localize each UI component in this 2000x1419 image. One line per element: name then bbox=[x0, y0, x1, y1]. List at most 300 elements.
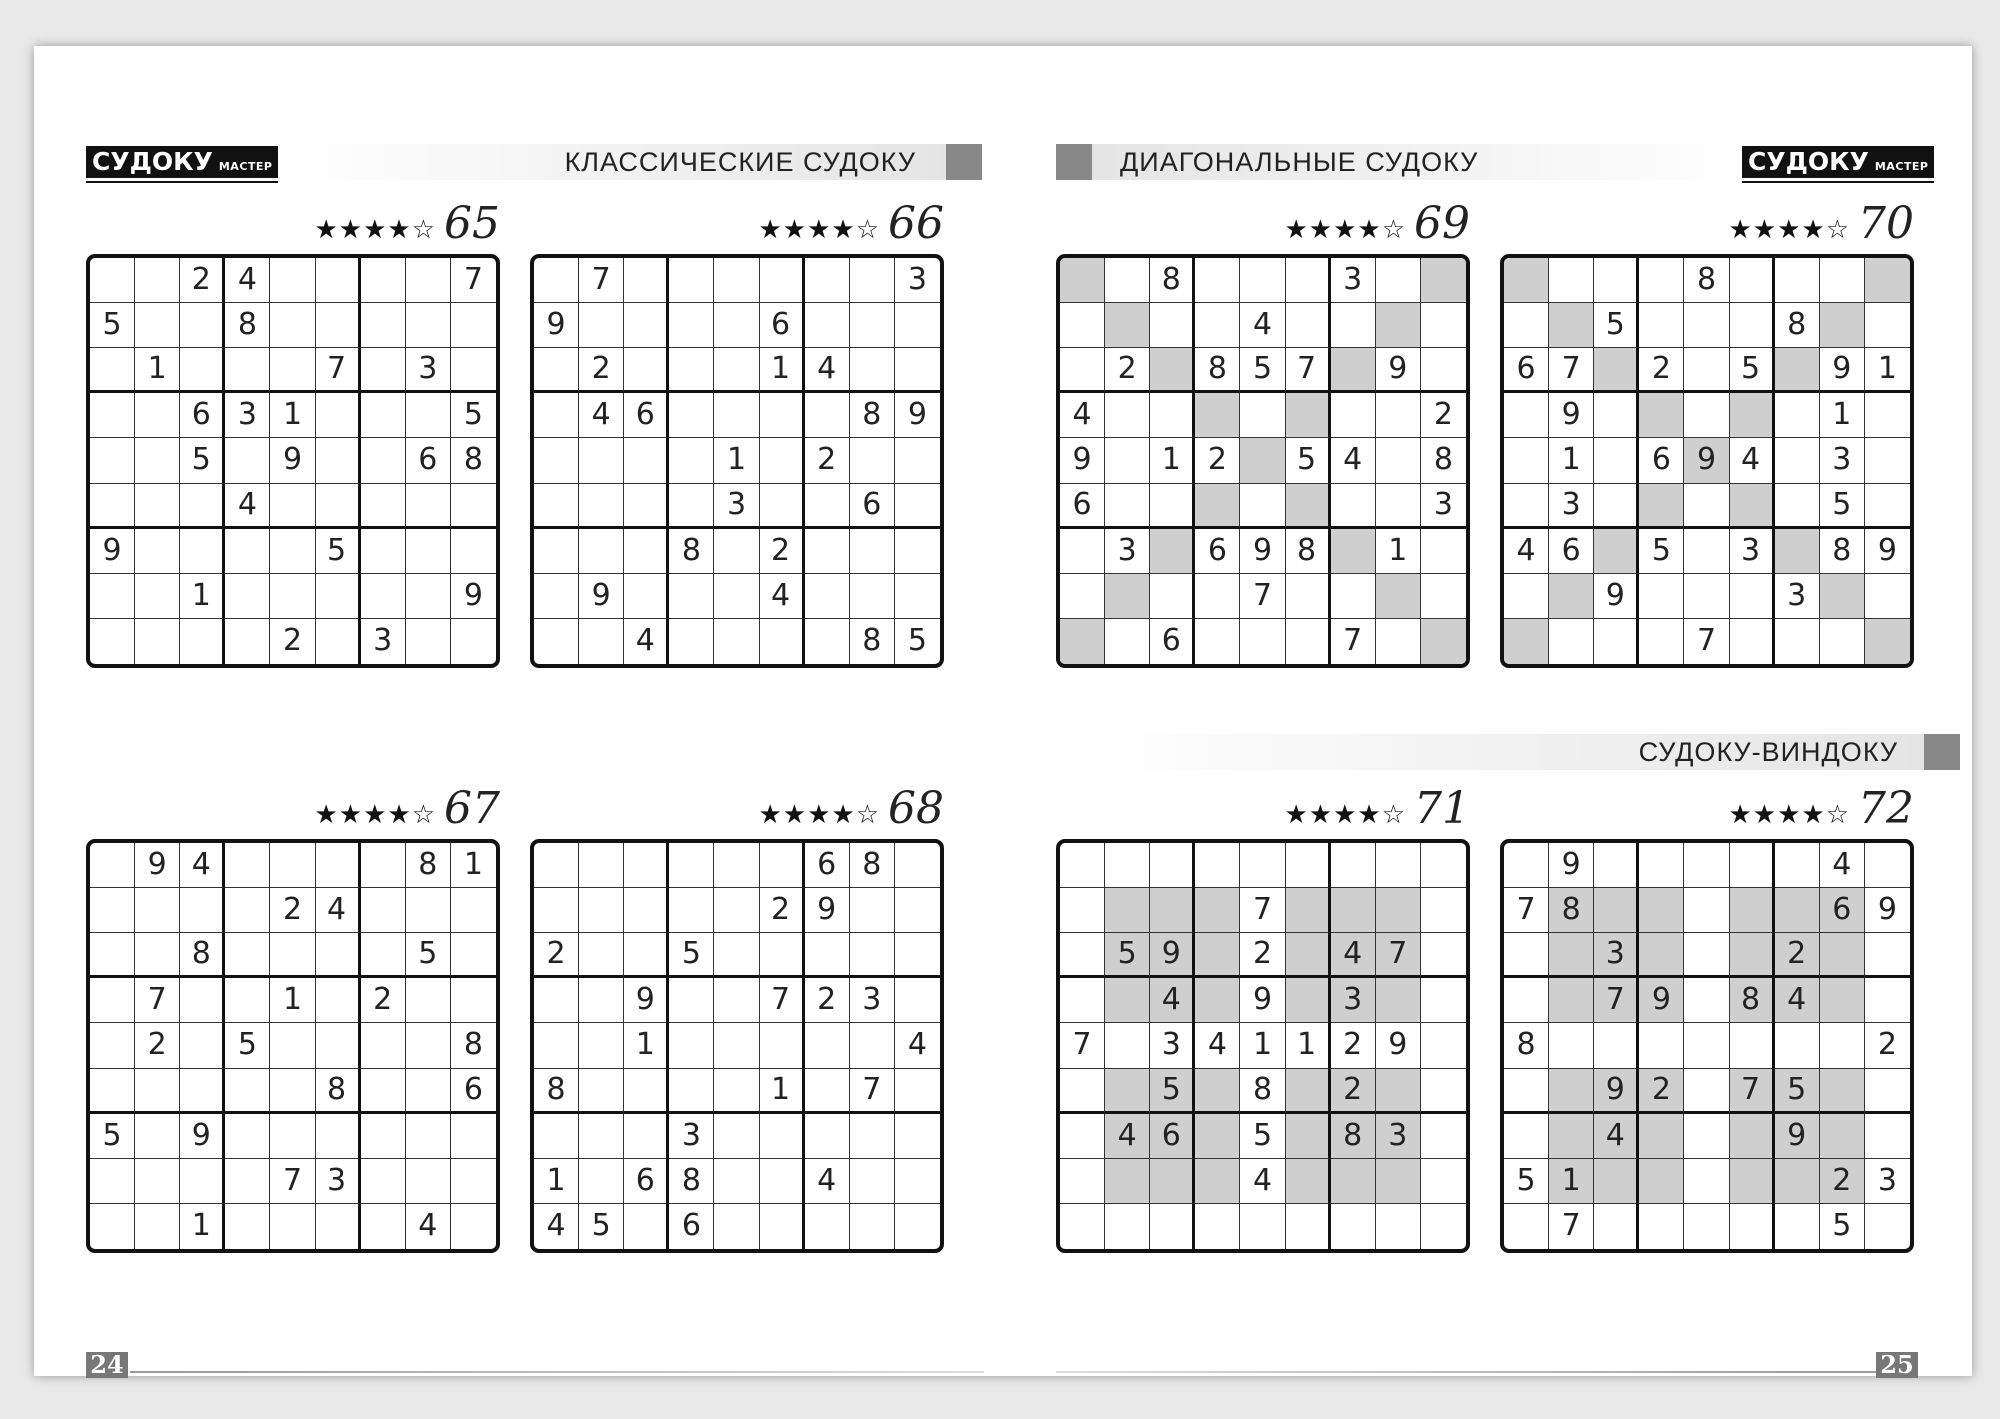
sudoku-cell[interactable] bbox=[1594, 438, 1639, 483]
sudoku-cell[interactable]: 9 bbox=[1240, 978, 1285, 1023]
sudoku-cell[interactable] bbox=[316, 843, 361, 888]
sudoku-cell[interactable] bbox=[669, 484, 714, 529]
sudoku-cell[interactable]: 3 bbox=[1594, 933, 1639, 978]
sudoku-cell[interactable] bbox=[850, 348, 895, 393]
sudoku-cell[interactable] bbox=[1730, 393, 1775, 438]
sudoku-cell[interactable]: 1 bbox=[1865, 348, 1910, 393]
sudoku-cell[interactable] bbox=[270, 574, 315, 619]
sudoku-cell[interactable] bbox=[406, 529, 451, 574]
sudoku-cell[interactable] bbox=[90, 393, 135, 438]
sudoku-cell[interactable] bbox=[180, 484, 225, 529]
sudoku-cell[interactable]: 2 bbox=[1331, 1023, 1376, 1068]
sudoku-cell[interactable]: 5 bbox=[225, 1023, 270, 1068]
sudoku-cell[interactable] bbox=[669, 1023, 714, 1068]
sudoku-cell[interactable]: 1 bbox=[135, 348, 180, 393]
sudoku-cell[interactable] bbox=[1820, 933, 1865, 978]
sudoku-cell[interactable] bbox=[1331, 393, 1376, 438]
sudoku-cell[interactable] bbox=[1684, 348, 1729, 393]
sudoku-cell[interactable]: 1 bbox=[180, 1204, 225, 1249]
sudoku-cell[interactable] bbox=[90, 348, 135, 393]
sudoku-cell[interactable] bbox=[1331, 1159, 1376, 1204]
sudoku-cell[interactable] bbox=[1504, 843, 1549, 888]
sudoku-cell[interactable] bbox=[534, 348, 579, 393]
sudoku-cell[interactable]: 3 bbox=[225, 393, 270, 438]
sudoku-cell[interactable] bbox=[406, 888, 451, 933]
sudoku-cell[interactable] bbox=[805, 619, 850, 664]
sudoku-cell[interactable] bbox=[534, 619, 579, 664]
sudoku-cell[interactable] bbox=[361, 933, 406, 978]
sudoku-cell[interactable] bbox=[1865, 843, 1910, 888]
sudoku-cell[interactable] bbox=[1376, 258, 1421, 303]
sudoku-cell[interactable] bbox=[135, 484, 180, 529]
sudoku-cell[interactable]: 4 bbox=[225, 484, 270, 529]
sudoku-cell[interactable]: 3 bbox=[714, 484, 759, 529]
sudoku-cell[interactable] bbox=[1421, 348, 1466, 393]
sudoku-cell[interactable]: 2 bbox=[760, 888, 805, 933]
sudoku-cell[interactable] bbox=[180, 619, 225, 664]
sudoku-cell[interactable]: 7 bbox=[1504, 888, 1549, 933]
sudoku-cell[interactable] bbox=[1376, 1069, 1421, 1114]
sudoku-cell[interactable]: 9 bbox=[270, 438, 315, 483]
sudoku-cell[interactable]: 4 bbox=[1730, 438, 1775, 483]
sudoku-cell[interactable]: 5 bbox=[1240, 348, 1285, 393]
sudoku-cell[interactable] bbox=[90, 258, 135, 303]
sudoku-cell[interactable]: 9 bbox=[1684, 438, 1729, 483]
sudoku-cell[interactable] bbox=[1060, 1069, 1105, 1114]
sudoku-cell[interactable] bbox=[1594, 1204, 1639, 1249]
sudoku-cell[interactable]: 5 bbox=[1820, 1204, 1865, 1249]
sudoku-cell[interactable]: 2 bbox=[135, 1023, 180, 1068]
sudoku-cell[interactable] bbox=[1865, 1204, 1910, 1249]
sudoku-cell[interactable] bbox=[805, 1204, 850, 1249]
sudoku-cell[interactable] bbox=[180, 888, 225, 933]
sudoku-cell[interactable] bbox=[1504, 393, 1549, 438]
sudoku-cell[interactable] bbox=[760, 619, 805, 664]
sudoku-cell[interactable] bbox=[1150, 303, 1195, 348]
sudoku-cell[interactable] bbox=[1240, 619, 1285, 664]
sudoku-cell[interactable]: 1 bbox=[624, 1023, 669, 1068]
sudoku-cell[interactable]: 3 bbox=[669, 1114, 714, 1159]
sudoku-cell[interactable] bbox=[90, 1159, 135, 1204]
sudoku-cell[interactable] bbox=[180, 978, 225, 1023]
sudoku-cell[interactable] bbox=[1684, 484, 1729, 529]
sudoku-cell[interactable] bbox=[1504, 619, 1549, 664]
sudoku-cell[interactable] bbox=[270, 1204, 315, 1249]
sudoku-cell[interactable] bbox=[1504, 258, 1549, 303]
sudoku-cell[interactable] bbox=[1684, 888, 1729, 933]
sudoku-cell[interactable] bbox=[1421, 574, 1466, 619]
sudoku-cell[interactable] bbox=[1240, 438, 1285, 483]
sudoku-cell[interactable] bbox=[669, 393, 714, 438]
sudoku-cell[interactable] bbox=[1105, 1204, 1150, 1249]
sudoku-cell[interactable] bbox=[669, 258, 714, 303]
sudoku-cell[interactable]: 8 bbox=[1195, 348, 1240, 393]
sudoku-cell[interactable] bbox=[624, 348, 669, 393]
sudoku-cell[interactable] bbox=[1376, 393, 1421, 438]
sudoku-cell[interactable] bbox=[361, 1114, 406, 1159]
sudoku-cell[interactable] bbox=[451, 1159, 496, 1204]
sudoku-cell[interactable] bbox=[1286, 1204, 1331, 1249]
sudoku-cell[interactable] bbox=[135, 1204, 180, 1249]
sudoku-cell[interactable]: 7 bbox=[1549, 1204, 1594, 1249]
sudoku-cell[interactable] bbox=[225, 438, 270, 483]
sudoku-cell[interactable] bbox=[805, 1023, 850, 1068]
sudoku-cell[interactable]: 2 bbox=[1421, 393, 1466, 438]
sudoku-cell[interactable]: 3 bbox=[361, 619, 406, 664]
sudoku-cell[interactable] bbox=[1775, 484, 1820, 529]
sudoku-cell[interactable] bbox=[1421, 843, 1466, 888]
sudoku-cell[interactable] bbox=[1684, 1204, 1729, 1249]
sudoku-cell[interactable]: 6 bbox=[451, 1069, 496, 1114]
sudoku-cell[interactable] bbox=[135, 1069, 180, 1114]
sudoku-cell[interactable]: 1 bbox=[760, 1069, 805, 1114]
sudoku-cell[interactable] bbox=[714, 393, 759, 438]
sudoku-cell[interactable] bbox=[534, 529, 579, 574]
sudoku-cell[interactable]: 8 bbox=[850, 393, 895, 438]
sudoku-cell[interactable]: 9 bbox=[1376, 1023, 1421, 1068]
sudoku-cell[interactable] bbox=[1684, 978, 1729, 1023]
sudoku-cell[interactable] bbox=[135, 1114, 180, 1159]
sudoku-cell[interactable] bbox=[451, 888, 496, 933]
sudoku-cell[interactable]: 7 bbox=[1331, 619, 1376, 664]
sudoku-cell[interactable]: 9 bbox=[1594, 1069, 1639, 1114]
sudoku-cell[interactable] bbox=[1195, 1204, 1240, 1249]
sudoku-cell[interactable] bbox=[406, 574, 451, 619]
sudoku-cell[interactable]: 4 bbox=[406, 1204, 451, 1249]
sudoku-cell[interactable] bbox=[624, 888, 669, 933]
sudoku-cell[interactable]: 2 bbox=[270, 888, 315, 933]
sudoku-cell[interactable] bbox=[90, 1023, 135, 1068]
sudoku-cell[interactable] bbox=[850, 574, 895, 619]
sudoku-cell[interactable] bbox=[90, 843, 135, 888]
sudoku-cell[interactable]: 7 bbox=[316, 348, 361, 393]
sudoku-cell[interactable] bbox=[1105, 1159, 1150, 1204]
sudoku-cell[interactable] bbox=[669, 978, 714, 1023]
sudoku-cell[interactable] bbox=[1730, 1159, 1775, 1204]
sudoku-cell[interactable] bbox=[714, 1159, 759, 1204]
sudoku-cell[interactable]: 7 bbox=[1286, 348, 1331, 393]
sudoku-cell[interactable] bbox=[1195, 978, 1240, 1023]
sudoku-cell[interactable]: 9 bbox=[1240, 529, 1285, 574]
sudoku-cell[interactable] bbox=[1286, 843, 1331, 888]
sudoku-cell[interactable]: 7 bbox=[1594, 978, 1639, 1023]
sudoku-cell[interactable]: 3 bbox=[1331, 258, 1376, 303]
sudoku-cell[interactable]: 3 bbox=[406, 348, 451, 393]
sudoku-cell[interactable] bbox=[1639, 1204, 1684, 1249]
sudoku-cell[interactable] bbox=[1865, 438, 1910, 483]
sudoku-cell[interactable]: 2 bbox=[760, 529, 805, 574]
sudoku-cell[interactable] bbox=[90, 438, 135, 483]
sudoku-cell[interactable]: 5 bbox=[180, 438, 225, 483]
sudoku-cell[interactable]: 1 bbox=[270, 393, 315, 438]
sudoku-cell[interactable] bbox=[1639, 1023, 1684, 1068]
sudoku-cell[interactable] bbox=[225, 574, 270, 619]
sudoku-cell[interactable] bbox=[135, 258, 180, 303]
sudoku-cell[interactable] bbox=[270, 529, 315, 574]
sudoku-cell[interactable] bbox=[1060, 888, 1105, 933]
sudoku-cell[interactable]: 8 bbox=[406, 843, 451, 888]
sudoku-cell[interactable] bbox=[895, 978, 940, 1023]
sudoku-cell[interactable]: 4 bbox=[316, 888, 361, 933]
sudoku-cell[interactable] bbox=[760, 393, 805, 438]
sudoku-cell[interactable] bbox=[534, 1114, 579, 1159]
sudoku-cell[interactable] bbox=[451, 978, 496, 1023]
sudoku-cell[interactable] bbox=[1331, 529, 1376, 574]
sudoku-cell[interactable]: 8 bbox=[534, 1069, 579, 1114]
sudoku-cell[interactable]: 9 bbox=[1639, 978, 1684, 1023]
sudoku-cell[interactable]: 5 bbox=[1775, 1069, 1820, 1114]
sudoku-cell[interactable] bbox=[90, 1204, 135, 1249]
sudoku-cell[interactable] bbox=[534, 393, 579, 438]
sudoku-cell[interactable]: 4 bbox=[1775, 978, 1820, 1023]
sudoku-cell[interactable] bbox=[1331, 888, 1376, 933]
sudoku-cell[interactable] bbox=[1775, 258, 1820, 303]
sudoku-cell[interactable]: 1 bbox=[1376, 529, 1421, 574]
sudoku-cell[interactable]: 9 bbox=[1376, 348, 1421, 393]
sudoku-cell[interactable]: 6 bbox=[1504, 348, 1549, 393]
sudoku-cell[interactable] bbox=[406, 619, 451, 664]
sudoku-cell[interactable] bbox=[270, 1069, 315, 1114]
sudoku-cell[interactable] bbox=[895, 529, 940, 574]
sudoku-cell[interactable] bbox=[1286, 574, 1331, 619]
sudoku-cell[interactable]: 9 bbox=[1549, 843, 1594, 888]
sudoku-cell[interactable]: 2 bbox=[1865, 1023, 1910, 1068]
sudoku-cell[interactable] bbox=[135, 574, 180, 619]
sudoku-cell[interactable] bbox=[361, 888, 406, 933]
sudoku-cell[interactable] bbox=[1331, 1204, 1376, 1249]
sudoku-cell[interactable]: 2 bbox=[1639, 348, 1684, 393]
sudoku-cell[interactable]: 2 bbox=[805, 438, 850, 483]
sudoku-cell[interactable] bbox=[180, 1069, 225, 1114]
sudoku-cell[interactable]: 2 bbox=[805, 978, 850, 1023]
sudoku-cell[interactable] bbox=[534, 438, 579, 483]
sudoku-cell[interactable] bbox=[1421, 933, 1466, 978]
sudoku-cell[interactable]: 8 bbox=[1150, 258, 1195, 303]
sudoku-cell[interactable] bbox=[225, 1159, 270, 1204]
sudoku-cell[interactable] bbox=[1684, 303, 1729, 348]
sudoku-cell[interactable] bbox=[624, 843, 669, 888]
sudoku-cell[interactable]: 8 bbox=[1820, 529, 1865, 574]
sudoku-cell[interactable] bbox=[1421, 1159, 1466, 1204]
sudoku-cell[interactable] bbox=[895, 484, 940, 529]
sudoku-cell[interactable] bbox=[1730, 1114, 1775, 1159]
sudoku-cell[interactable]: 4 bbox=[895, 1023, 940, 1068]
sudoku-cell[interactable] bbox=[1286, 393, 1331, 438]
sudoku-cell[interactable] bbox=[1549, 933, 1594, 978]
sudoku-cell[interactable]: 1 bbox=[1549, 1159, 1594, 1204]
sudoku-cell[interactable] bbox=[316, 303, 361, 348]
sudoku-cell[interactable] bbox=[1820, 1114, 1865, 1159]
sudoku-cell[interactable]: 4 bbox=[805, 348, 850, 393]
sudoku-cell[interactable] bbox=[1775, 1023, 1820, 1068]
sudoku-cell[interactable] bbox=[1421, 303, 1466, 348]
sudoku-cell[interactable] bbox=[850, 1204, 895, 1249]
sudoku-cell[interactable] bbox=[406, 258, 451, 303]
sudoku-cell[interactable] bbox=[361, 438, 406, 483]
sudoku-cell[interactable] bbox=[361, 843, 406, 888]
sudoku-cell[interactable]: 6 bbox=[1549, 529, 1594, 574]
sudoku-cell[interactable] bbox=[1195, 888, 1240, 933]
sudoku-cell[interactable] bbox=[1594, 258, 1639, 303]
sudoku-cell[interactable] bbox=[1639, 393, 1684, 438]
sudoku-cell[interactable] bbox=[180, 303, 225, 348]
sudoku-cell[interactable] bbox=[1684, 933, 1729, 978]
sudoku-cell[interactable] bbox=[895, 1069, 940, 1114]
sudoku-cell[interactable]: 4 bbox=[1504, 529, 1549, 574]
sudoku-cell[interactable]: 4 bbox=[1820, 843, 1865, 888]
sudoku-cell[interactable] bbox=[270, 258, 315, 303]
sudoku-cell[interactable] bbox=[1549, 574, 1594, 619]
sudoku-cell[interactable]: 9 bbox=[1865, 529, 1910, 574]
sudoku-cell[interactable] bbox=[895, 933, 940, 978]
sudoku-cell[interactable] bbox=[316, 438, 361, 483]
sudoku-cell[interactable] bbox=[1105, 619, 1150, 664]
sudoku-cell[interactable]: 1 bbox=[714, 438, 759, 483]
sudoku-cell[interactable] bbox=[1331, 303, 1376, 348]
sudoku-cell[interactable] bbox=[1331, 574, 1376, 619]
sudoku-cell[interactable]: 7 bbox=[135, 978, 180, 1023]
sudoku-cell[interactable] bbox=[1504, 1114, 1549, 1159]
sudoku-cell[interactable]: 5 bbox=[669, 933, 714, 978]
sudoku-cell[interactable] bbox=[1865, 1114, 1910, 1159]
sudoku-cell[interactable]: 5 bbox=[1639, 529, 1684, 574]
sudoku-cell[interactable]: 4 bbox=[1195, 1023, 1240, 1068]
sudoku-cell[interactable]: 8 bbox=[225, 303, 270, 348]
sudoku-cell[interactable] bbox=[451, 303, 496, 348]
sudoku-cell[interactable] bbox=[1639, 843, 1684, 888]
sudoku-cell[interactable]: 7 bbox=[270, 1159, 315, 1204]
sudoku-cell[interactable] bbox=[1504, 438, 1549, 483]
sudoku-cell[interactable] bbox=[1684, 1069, 1729, 1114]
sudoku-cell[interactable]: 5 bbox=[451, 393, 496, 438]
sudoku-cell[interactable] bbox=[1775, 529, 1820, 574]
sudoku-cell[interactable] bbox=[270, 933, 315, 978]
sudoku-cell[interactable] bbox=[1775, 1204, 1820, 1249]
sudoku-cell[interactable]: 9 bbox=[1820, 348, 1865, 393]
sudoku-cell[interactable] bbox=[406, 1069, 451, 1114]
sudoku-cell[interactable] bbox=[895, 574, 940, 619]
sudoku-cell[interactable] bbox=[805, 529, 850, 574]
sudoku-cell[interactable] bbox=[850, 529, 895, 574]
sudoku-cell[interactable] bbox=[1421, 1114, 1466, 1159]
sudoku-cell[interactable]: 8 bbox=[1775, 303, 1820, 348]
sudoku-cell[interactable]: 9 bbox=[624, 978, 669, 1023]
sudoku-cell[interactable] bbox=[1060, 529, 1105, 574]
sudoku-cell[interactable] bbox=[1240, 393, 1285, 438]
sudoku-cell[interactable]: 4 bbox=[1594, 1114, 1639, 1159]
sudoku-cell[interactable] bbox=[760, 258, 805, 303]
sudoku-cell[interactable]: 1 bbox=[534, 1159, 579, 1204]
sudoku-cell[interactable] bbox=[895, 438, 940, 483]
sudoku-cell[interactable] bbox=[270, 303, 315, 348]
sudoku-cell[interactable] bbox=[534, 258, 579, 303]
sudoku-cell[interactable] bbox=[1376, 484, 1421, 529]
sudoku-cell[interactable]: 7 bbox=[1240, 574, 1285, 619]
sudoku-cell[interactable]: 7 bbox=[451, 258, 496, 303]
sudoku-cell[interactable]: 9 bbox=[579, 574, 624, 619]
sudoku-cell[interactable] bbox=[1105, 843, 1150, 888]
sudoku-cell[interactable] bbox=[579, 1114, 624, 1159]
sudoku-cell[interactable]: 8 bbox=[180, 933, 225, 978]
sudoku-cell[interactable]: 8 bbox=[1730, 978, 1775, 1023]
sudoku-cell[interactable] bbox=[1865, 393, 1910, 438]
sudoku-cell[interactable]: 8 bbox=[1421, 438, 1466, 483]
sudoku-cell[interactable] bbox=[1639, 619, 1684, 664]
sudoku-cell[interactable] bbox=[270, 484, 315, 529]
sudoku-cell[interactable] bbox=[1594, 393, 1639, 438]
sudoku-cell[interactable]: 5 bbox=[406, 933, 451, 978]
sudoku-cell[interactable] bbox=[1376, 438, 1421, 483]
sudoku-cell[interactable] bbox=[1150, 888, 1195, 933]
sudoku-cell[interactable] bbox=[1730, 574, 1775, 619]
sudoku-cell[interactable] bbox=[850, 258, 895, 303]
sudoku-cell[interactable] bbox=[1775, 438, 1820, 483]
sudoku-cell[interactable] bbox=[316, 258, 361, 303]
sudoku-cell[interactable] bbox=[1286, 619, 1331, 664]
sudoku-cell[interactable] bbox=[406, 1114, 451, 1159]
sudoku-cell[interactable]: 6 bbox=[406, 438, 451, 483]
sudoku-cell[interactable] bbox=[1730, 619, 1775, 664]
sudoku-cell[interactable] bbox=[1549, 1114, 1594, 1159]
sudoku-cell[interactable]: 5 bbox=[579, 1204, 624, 1249]
sudoku-cell[interactable] bbox=[316, 574, 361, 619]
sudoku-cell[interactable] bbox=[361, 1204, 406, 1249]
sudoku-cell[interactable] bbox=[316, 1023, 361, 1068]
sudoku-cell[interactable] bbox=[1730, 843, 1775, 888]
sudoku-cell[interactable] bbox=[90, 1069, 135, 1114]
sudoku-cell[interactable]: 5 bbox=[907, 623, 927, 659]
sudoku-cell[interactable] bbox=[1639, 303, 1684, 348]
sudoku-cell[interactable]: 2 bbox=[1775, 933, 1820, 978]
sudoku-cell[interactable] bbox=[1105, 258, 1150, 303]
sudoku-cell[interactable]: 8 bbox=[1549, 888, 1594, 933]
sudoku-cell[interactable] bbox=[1504, 1204, 1549, 1249]
sudoku-cell[interactable] bbox=[1376, 978, 1421, 1023]
sudoku-cell[interactable] bbox=[1376, 574, 1421, 619]
sudoku-cell[interactable] bbox=[1240, 258, 1285, 303]
sudoku-cell[interactable]: 9 bbox=[1549, 393, 1594, 438]
sudoku-cell[interactable]: 9 bbox=[805, 888, 850, 933]
sudoku-cell[interactable] bbox=[1775, 393, 1820, 438]
sudoku-cell[interactable] bbox=[1594, 484, 1639, 529]
sudoku-cell[interactable]: 4 bbox=[1060, 393, 1105, 438]
sudoku-cell[interactable]: 2 bbox=[579, 348, 624, 393]
sudoku-cell[interactable] bbox=[1820, 619, 1865, 664]
sudoku-cell[interactable] bbox=[579, 843, 624, 888]
sudoku-cell[interactable] bbox=[361, 348, 406, 393]
sudoku-cell[interactable] bbox=[90, 484, 135, 529]
sudoku-cell[interactable]: 8 bbox=[1331, 1114, 1376, 1159]
sudoku-cell[interactable] bbox=[624, 574, 669, 619]
sudoku-cell[interactable]: 4 bbox=[180, 843, 225, 888]
sudoku-cell[interactable] bbox=[850, 303, 895, 348]
sudoku-cell[interactable] bbox=[1639, 933, 1684, 978]
sudoku-cell[interactable] bbox=[1376, 303, 1421, 348]
sudoku-cell[interactable] bbox=[180, 1159, 225, 1204]
sudoku-cell[interactable] bbox=[90, 619, 135, 664]
sudoku-cell[interactable] bbox=[1594, 1159, 1639, 1204]
sudoku-cell[interactable] bbox=[135, 303, 180, 348]
sudoku-cell[interactable] bbox=[1820, 1023, 1865, 1068]
sudoku-cell[interactable] bbox=[1594, 529, 1639, 574]
sudoku-cell[interactable]: 3 bbox=[1865, 1159, 1910, 1204]
sudoku-cell[interactable] bbox=[1286, 258, 1331, 303]
sudoku-cell[interactable] bbox=[1286, 1069, 1331, 1114]
sudoku-cell[interactable] bbox=[669, 574, 714, 619]
sudoku-cell[interactable] bbox=[1060, 258, 1105, 303]
sudoku-cell[interactable]: 3 bbox=[316, 1159, 361, 1204]
sudoku-cell[interactable]: 4 bbox=[225, 258, 270, 303]
